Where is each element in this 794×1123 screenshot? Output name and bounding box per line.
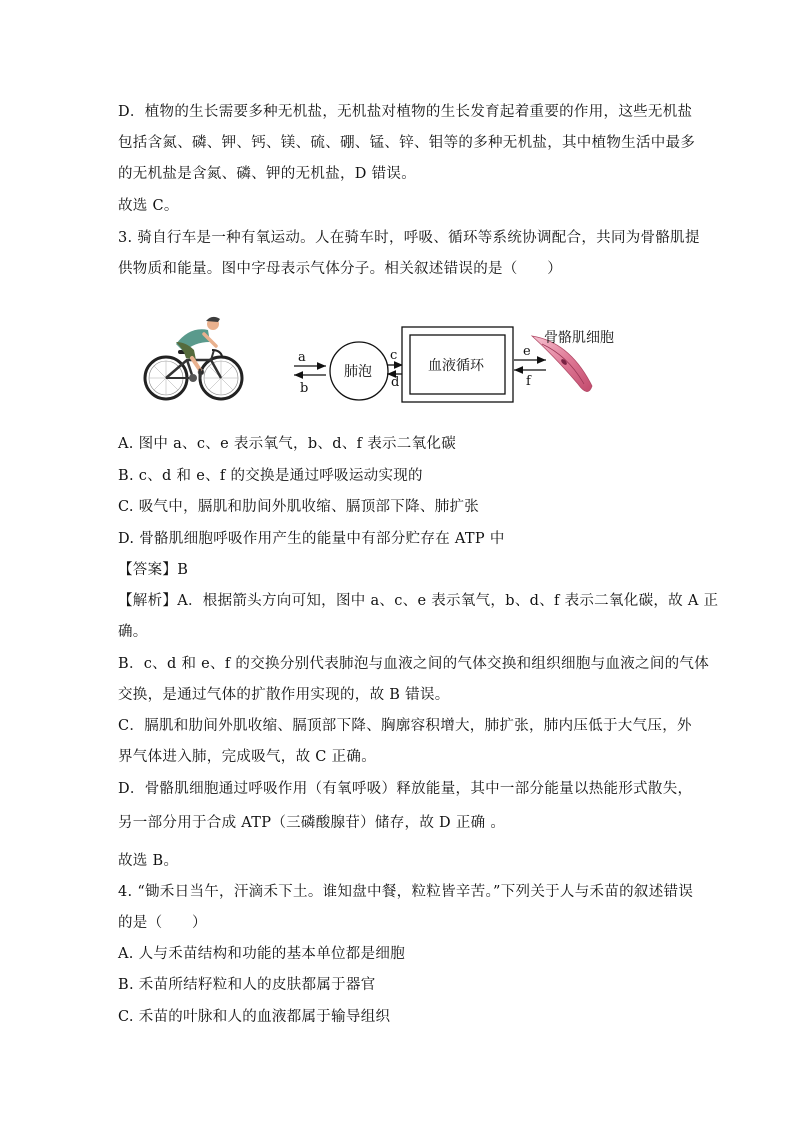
option-b: B. c、d 和 e、f 的交换是通过呼吸运动实现的 — [118, 468, 423, 484]
letter-d: d — [391, 375, 400, 390]
diagram-svg — [140, 312, 660, 404]
text-line: 故选 B。 — [118, 853, 179, 869]
respiration-diagram — [140, 312, 660, 404]
question-4-stem: 4. “锄禾日当午，汗滴禾下土。谁知盘中餐，粒粒皆辛苦。”下列关于人与禾苗的叙述错误 — [118, 884, 694, 900]
question-3-stem: 供物质和能量。图中字母表示气体分子。相关叙述错误的是（ ） — [118, 261, 562, 277]
option-a: A. 图中 a、c、e 表示氧气，b、d、f 表示二氧化碳 — [118, 436, 456, 452]
text-line: 的无机盐是含氮、磷、钾的无机盐，D 错误。 — [118, 166, 417, 182]
text-line: 包括含氮、磷、钾、钙、镁、硫、硼、锰、锌、钼等的多种无机盐，其中植物生活中最多 — [118, 135, 696, 151]
letter-f: f — [526, 374, 531, 389]
analysis-text: 交换，是通过气体的扩散作用实现的，故 B 错误。 — [118, 687, 450, 703]
arrow-b — [294, 375, 326, 396]
analysis-text: C．膈肌和肋间外肌收缩、膈顶部下降、胸廓容积增大，肺扩张，肺内压低于大气压，外 — [118, 718, 692, 734]
option-c: C. 吸气中，膈肌和肋间外肌收缩、膈顶部下降、肺扩张 — [118, 499, 480, 515]
option-b: B. 禾苗所结籽粒和人的皮肤都属于器官 — [118, 977, 376, 993]
muscle-cell-label: 骨骼肌细胞 — [544, 330, 614, 346]
arrow-a — [294, 350, 326, 366]
circulation-label: 血液循环 — [428, 358, 484, 374]
option-c: C. 禾苗的叶脉和人的血液都属于输导组织 — [118, 1009, 391, 1025]
arrow-c — [387, 348, 403, 365]
text-line: 故选 C。 — [118, 198, 179, 214]
analysis-text: 界气体进入肺，完成吸气，故 C 正确。 — [118, 749, 377, 765]
analysis-text: 【解析】A．根据箭头方向可知，图中 a、c、e 表示氧气，b、d、f 表示二氧化碳，故 A 正 — [118, 593, 719, 609]
question-4-stem: 的是（ ） — [118, 915, 207, 931]
option-d: D. 骨骼肌细胞呼吸作用产生的能量中有部分贮存在 ATP 中 — [118, 531, 505, 547]
option-a: A. 人与禾苗结构和功能的基本单位都是细胞 — [118, 946, 405, 962]
cyclist-illustration — [145, 317, 242, 399]
arrow-e — [514, 344, 546, 360]
letter-a: a — [298, 350, 306, 365]
arrow-f — [514, 370, 546, 389]
question-3-stem: 3. 骑自行车是一种有氧运动。人在骑车时，呼吸、循环等系统协调配合，共同为骨骼肌提 — [118, 230, 700, 246]
analysis-text: 另一部分用于合成 ATP（三磷酸腺苷）储存，故 D 正确 。 — [118, 815, 506, 831]
answer-label: 【答案】B — [118, 562, 189, 578]
arrow-d — [387, 374, 403, 390]
alveolus-label: 肺泡 — [344, 364, 372, 380]
letter-b: b — [300, 381, 309, 396]
letter-c: c — [390, 348, 398, 363]
text-line: D．植物的生长需要多种无机盐，无机盐对植物的生长发育起着重要的作用，这些无机盐 — [118, 104, 693, 120]
letter-e: e — [523, 344, 531, 359]
analysis-text: 确。 — [118, 624, 148, 640]
analysis-text: D．骨骼肌细胞通过呼吸作用（有氧呼吸）释放能量，其中一部分能量以热能形式散失， — [118, 781, 693, 797]
analysis-text: B．c、d 和 e、f 的交换分别代表肺泡与血液之间的气体交换和组织细胞与血液之间的气体 — [118, 656, 710, 672]
